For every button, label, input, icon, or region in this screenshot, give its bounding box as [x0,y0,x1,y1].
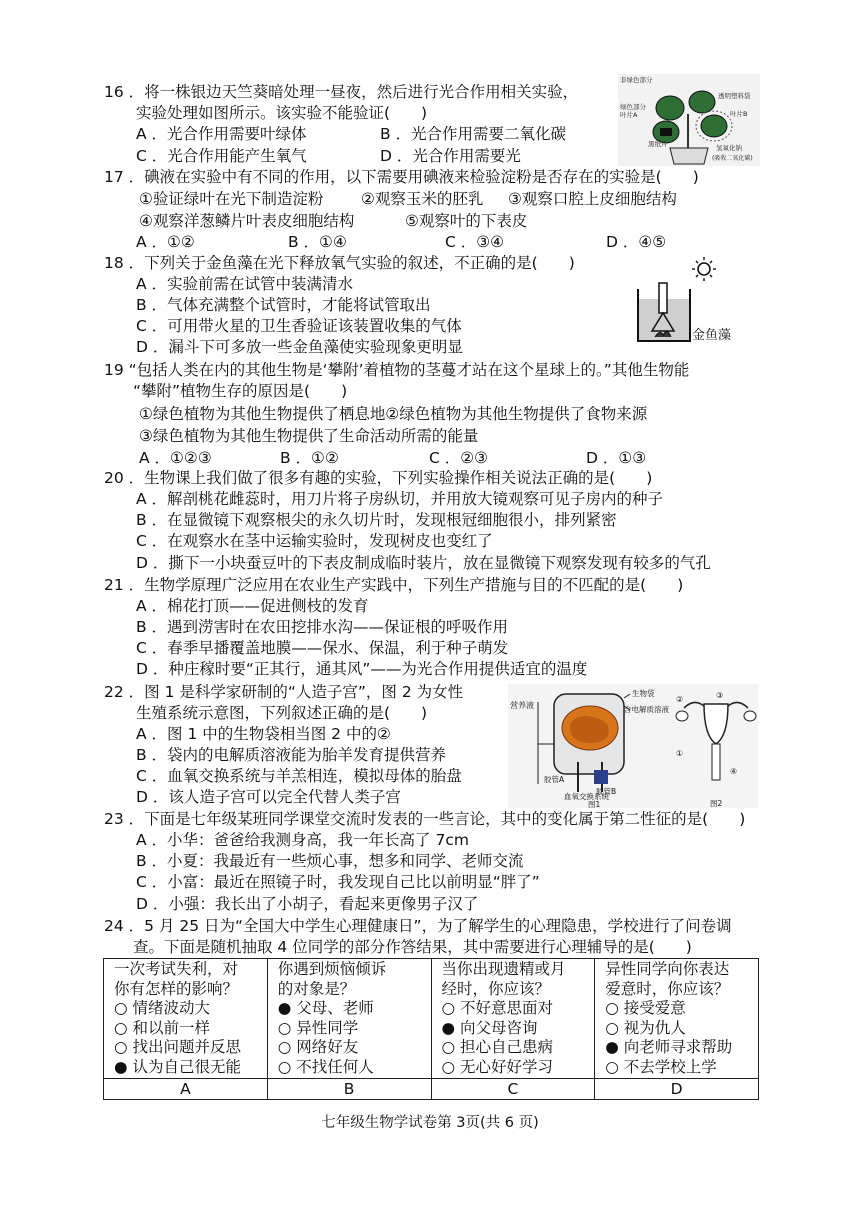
q23-option-b: B ．小夏：我最近有一些烦心事，想多和同学、老师交流 [136,852,524,870]
q22-fig2-n2: ① [676,749,684,758]
q16-fig-label-1: 非绿色部分 [620,76,653,84]
q20-stem: 20 ．生物课上我们做了很多有趣的实验，下列实验操作相关说法正确的是( ) [104,469,653,487]
q22-fig2-n1: ② [676,695,684,704]
q16-stem-line1: 16 ．将一株银边天竺葵暗处理一昼夜，然后进行光合作用相关实验， [104,83,579,101]
q17-option-d: D ．④⑤ [606,233,667,251]
survey-choice: ● 认为自己很无能 [114,1057,241,1076]
survey-cell-d [595,959,759,1079]
q22-stem-line2: 生殖系统示意图，下列叙述正确的是( ) [136,704,428,722]
survey-cell-b [267,959,431,1079]
q20-option-c: C ．在观察水在茎中运输实验时，发现树皮也变红了 [136,532,493,550]
q21-option-b: B ．遇到涝害时在农田挖排水沟——保证根的呼吸作用 [136,618,509,636]
survey-question: 一次考试失利，对 [114,960,239,978]
q22-fig-label-fig1: 图1 [588,800,601,808]
q19-stem-line1: 19 “包括人类在内的其他生物是‘攀附’着植物的茎蔓才站在这个星球上的。”其他生物能 [104,361,690,379]
survey-choice: ○ 不好意思面对 [441,999,553,1017]
q21-option-c: C ．春季早播覆盖地膜——保水、保温，利于种子萌发 [136,639,509,657]
q18-option-a: A ．实验前需在试管中装满清水 [136,275,354,293]
q16-option-b: B ．光合作用需要二氧化碳 [380,125,567,143]
survey-question: 爱意时，你应该？ [605,979,730,998]
q16-fig-label-3: 绿色部分 [620,103,646,111]
survey-question: 当你出现遗精或月 [441,960,566,978]
q18-stem: 18 ．下列关于金鱼藻在光下释放氧气实验的叙述，不正确的是( ) [104,254,575,272]
survey-cell-a [104,959,268,1079]
q17-item-1: ①验证绿叶在光下制造淀粉 [139,190,324,208]
q22-stem-line1: 22 ．图 1 是科学家研制的“人造子宫”，图 2 为女性 [104,683,464,701]
survey-cell-c [431,959,595,1079]
survey-choice: ● 向父母咨询 [441,1018,538,1037]
q16-option-a: A ．光合作用需要叶绿体 [136,125,307,143]
q23-stem: 23 ．下面是七年级某班同学课堂交流时发表的一些言论，其中的变化属于第二性征的是( ) [104,810,746,828]
q19-option-b: B ．①② [280,449,339,467]
survey-choice: ○ 不找任何人 [277,1057,374,1076]
q19-stem-line2: “攀附”植物生存的原因是( ) [133,382,348,400]
q16-plant-figure [618,74,760,166]
q16-option-c: C ．光合作用能产生氧气 [136,147,307,165]
q22-fig-label-bag2: 含电解质溶液 [624,705,669,714]
q17-item-4: ④观察洋葱鳞片叶表皮细胞结构 [139,212,355,230]
survey-question: 异性同学向你表达 [605,960,730,978]
q22-fig-label-fig2: 图2 [710,799,723,808]
q17-option-b: B ．①④ [288,233,347,251]
q17-option-a: A ．①② [136,233,195,251]
q21-option-a: A ．棉花打顶——促进侧枝的发育 [136,597,369,615]
q18-apparatus-figure [630,255,746,347]
q18-fig-label: 金鱼藻 [692,328,732,343]
survey-choice: ○ 视为仇人 [605,1018,686,1037]
q16-fig-label-2: 透明塑料袋 [718,92,751,100]
q17-stem: 17 ．碘液在实验中有不同的作用，以下需要用碘液来检验淀粉是否存在的实验是( ) [104,168,699,186]
q22-fig-label-bag1: 生物袋 [632,689,655,698]
q16-stem-line2: 实验处理如图所示。该实验不能验证( ) [136,104,428,122]
q16-fig-label-4: 叶片A [620,111,638,119]
q21-option-d: D ．种庄稼时要“正其行，通其风”——为光合作用提供适宜的温度 [136,660,588,678]
q21-stem: 21 ．生物学原理广泛应用在农业生产实践中，下列生产措施与目的不匹配的是( ) [104,576,684,594]
q19-option-c: C ．②③ [429,449,489,467]
q23-option-d: D ．小强：我长出了小胡子，看起来更像男子汉了 [136,895,479,913]
survey-question: 经时，你应该？ [441,979,551,998]
survey-option-letter-c: C [431,1079,595,1100]
survey-choice: ● 向老师寻求帮助 [605,1038,733,1056]
survey-choice: ○ 无心好好学习 [441,1057,553,1076]
q16-fig-label-7: 氢氧化钠 [716,144,742,152]
q16-fig-label-8: (吸收二氧化碳) [712,155,753,162]
q22-fig2-n3: ③ [716,691,724,700]
q22-fig-label-tube-a: 胶管A [544,775,565,784]
survey-choice: ○ 接受爱意 [605,999,686,1017]
q19-option-d: D ．①③ [586,449,647,467]
survey-question: 你有怎样的影响？ [114,979,239,998]
q18-option-c: C ．可用带火星的卫生香验证该装置收集的气体 [136,317,462,335]
survey-option-letter-d: D [595,1079,759,1100]
survey-question: 你遇到烦恼倾诉 [277,960,387,978]
q20-option-b: B ．在显微镜下观察根尖的永久切片时，发现根冠细胞很小，排列紧密 [136,511,617,529]
survey-choice: ○ 情绪波动大 [114,999,210,1017]
survey-choice: ○ 不去学校上学 [605,1057,717,1076]
survey-question: 的对象是？ [277,979,356,998]
q22-fig-label-system: 血氧交换系统 [564,792,609,801]
q19-item-2: ③绿色植物为其他生物提供了生命活动所需的能量 [139,427,479,445]
q22-fig2-n4: ④ [730,767,738,776]
q24-stem-line2: 查。下面是随机抽取 4 位同学的部分作答结果，其中需要进行心理辅导的是( ) [133,938,692,956]
q22-artificial-womb-figure [508,684,758,808]
q20-option-a: A ．解剖桃花雌蕊时，用刀片将子房纵切，并用放大镜观察可见子房内的种子 [136,490,664,508]
q22-option-b: B ．袋内的电解质溶液能为胎羊发育提供营养 [136,746,447,764]
q20-option-d: D ．撕下一小块蚕豆叶的下表皮制成临时装片，放在显微镜下观察发现有较多的气孔 [136,554,711,572]
survey-choice: ● 父母、老师 [277,999,374,1017]
q17-option-c: C ．③④ [445,233,505,251]
q23-option-c: C ．小富：最近在照镜子时，我发现自己比以前明显“胖了” [136,873,540,891]
q17-item-5: ⑤观察叶的下表皮 [405,212,528,230]
q18-option-b: B ．气体充满整个试管时，才能将试管取出 [136,296,431,314]
q17-item-2: ②观察玉米的胚乳 [361,190,484,208]
q22-fig-label-nutrient: 营养液 [510,701,534,710]
q24-stem-line1: 24 ．5 月 25 日为“全国大中学生心理健康日”，为了解学生的心理隐患，学校进行了问卷调 [104,917,732,935]
q22-fig-label-tube-b: 胶管B [596,787,617,796]
q16-fig-label-6: 黑纸片 [648,140,668,148]
survey-option-letter-b: B [267,1079,431,1100]
page-footer: 七年级生物学试卷第 3页(共 6 页) [321,1115,539,1131]
survey-choice: ○ 和以前一样 [114,1018,210,1037]
q23-option-a: A ．小华：爸爸给我测身高，我一年长高了 7cm [136,831,469,849]
survey-choice: ○ 担心自己患病 [441,1038,553,1056]
q22-option-a: A ．图 1 中的生物袋相当图 2 中的② [136,725,391,743]
survey-choice: ○ 网络好友 [277,1038,359,1056]
q17-item-3: ③观察口腔上皮细胞结构 [508,190,677,208]
q16-option-d: D ．光合作用需要光 [380,147,521,165]
q16-fig-label-5: 叶片B [730,110,748,118]
survey-choice: ○ 找出问题并反思 [114,1038,241,1056]
q19-option-a: A ．①②③ [139,449,212,467]
q19-item-1: ①绿色植物为其他生物提供了栖息地②绿色植物为其他生物提供了食物来源 [139,405,648,423]
q22-option-c: C ．血氧交换系统与羊羔相连，模拟母体的胎盘 [136,767,462,785]
sun-icon [692,257,716,281]
q18-option-d: D ．漏斗下可多放一些金鱼藻使实验现象更明显 [136,338,463,356]
survey-choice: ○ 异性同学 [277,1018,359,1037]
survey-option-letter-a: A [104,1079,268,1100]
q22-option-d: D ．该人造子宫可以完全代替人类子宫 [136,788,401,806]
q24-survey-table [103,958,759,1100]
